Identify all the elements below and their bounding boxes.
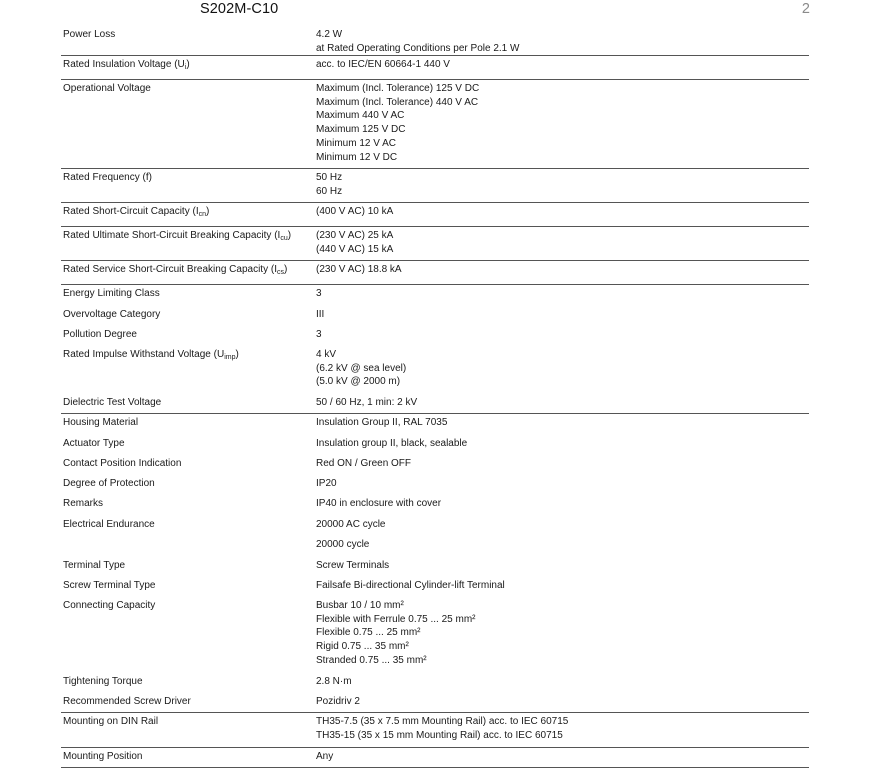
spec-row: [61, 693, 809, 713]
spec-label: Contact Position Indication: [63, 458, 182, 469]
spec-row: [61, 577, 809, 597]
spec-label: [61, 261, 316, 284]
spec-row: [61, 455, 809, 475]
spec-value-line: Maximum (Incl. Tolerance) 440 V AC: [316, 96, 479, 108]
spec-value-line: Rigid 0.75 ... 35 mm²: [316, 641, 409, 653]
spec-value: [316, 414, 809, 434]
spec-value: [316, 261, 809, 284]
spec-value: [316, 394, 809, 413]
spec-row: [61, 713, 809, 748]
spec-value-line: acc. to IEC/EN 60664-1 440 V: [316, 59, 450, 70]
spec-label: Operational Voltage: [63, 83, 151, 94]
spec-row: [61, 557, 809, 577]
spec-value-line: Failsafe Bi-directional Cylinder-lift Terminal: [316, 580, 505, 591]
spec-value: [316, 516, 809, 535]
spec-value: [316, 203, 809, 226]
spec-label: [61, 227, 316, 260]
spec-value: [316, 557, 809, 576]
spec-value: [316, 693, 809, 712]
spec-label-text: ): [186, 59, 190, 70]
spec-label: Tightening Torque: [63, 676, 143, 687]
spec-label: Recommended Screw Driver: [63, 696, 191, 707]
spec-row: [61, 56, 809, 80]
spec-row: [61, 285, 809, 306]
spec-row: [61, 203, 809, 227]
spec-value: [316, 326, 809, 345]
spec-value-line: at Rated Operating Conditions per Pole 2.1 W: [316, 42, 520, 54]
spec-value: [316, 455, 809, 474]
spec-value-line: (5.0 kV @ 2000 m): [316, 376, 401, 388]
spec-value-line: Any: [316, 751, 334, 762]
spec-row: [61, 261, 809, 285]
spec-value-line: Minimum 12 V DC: [316, 151, 398, 163]
spec-value: [316, 597, 809, 672]
spec-label-text: Rated Short-Circuit Capacity (I: [63, 206, 199, 217]
spec-row: [61, 394, 809, 414]
spec-value: [316, 577, 809, 596]
spec-row: [61, 169, 809, 203]
spec-value-line: 20000 cycle: [316, 539, 370, 550]
spec-label-subscript: cn: [198, 211, 207, 218]
spec-label: [61, 536, 316, 556]
spec-row: [61, 80, 809, 169]
spec-value-line: Minimum 12 V AC: [316, 137, 397, 149]
spec-label-text: Rated Impulse Withstand Voltage (U: [63, 349, 225, 360]
spec-value-line: Maximum (Incl. Tolerance) 125 V DC: [316, 83, 480, 94]
spec-value: [316, 227, 809, 260]
spec-label: Housing Material: [63, 417, 139, 428]
product-title: S202M-C10: [200, 1, 279, 17]
spec-label-text: Rated Service Short-Circuit Breaking Capacity (I: [63, 264, 277, 275]
spec-value: [316, 80, 809, 168]
spec-row: [61, 516, 809, 536]
spec-value-line: IP20: [316, 478, 337, 489]
spec-label-text: ): [283, 264, 288, 275]
spec-row: [61, 227, 809, 261]
spec-value: [316, 495, 809, 515]
spec-label: Dielectric Test Voltage: [63, 397, 162, 408]
spec-label-subscript: imp: [224, 354, 236, 361]
spec-value-line: (230 V AC) 18.8 kA: [316, 264, 402, 275]
spec-row: [61, 536, 809, 557]
spec-label: Mounting Position: [63, 751, 143, 762]
spec-row: [61, 495, 809, 516]
spec-value-line: Flexible with Ferrule 0.75 ... 25 mm²: [316, 613, 476, 625]
spec-value-line: Maximum 125 V DC: [316, 124, 406, 136]
spec-value-line: Maximum 440 V AC: [316, 110, 405, 122]
spec-value: [316, 169, 809, 202]
spec-value: [316, 673, 809, 692]
spec-row: [61, 748, 809, 768]
spec-value: [316, 26, 809, 55]
spec-value: [316, 435, 809, 454]
spec-label: Degree of Protection: [63, 478, 155, 489]
spec-value-line: 20000 AC cycle: [316, 519, 386, 530]
spec-label: Rated Frequency (f): [63, 172, 152, 183]
spec-value-line: Screw Terminals: [316, 560, 390, 571]
spec-label: Pollution Degree: [63, 329, 137, 340]
spec-value-line: (6.2 kV @ sea level): [316, 362, 407, 374]
spec-label: Screw Terminal Type: [63, 580, 156, 591]
spec-row: [61, 346, 809, 394]
spec-label-subscript: cu: [280, 235, 288, 242]
spec-value-line: Pozidriv 2: [316, 696, 360, 707]
spec-row: [61, 26, 809, 56]
spec-value: [316, 285, 809, 305]
spec-label: [61, 56, 316, 79]
spec-value: [316, 56, 809, 79]
spec-value: [316, 306, 809, 325]
spec-value-line: (400 V AC) 10 kA: [316, 206, 394, 217]
spec-row: [61, 326, 809, 346]
spec-label: [61, 346, 316, 393]
spec-label: Mounting on DIN Rail: [63, 716, 159, 727]
spec-label: Electrical Endurance: [63, 519, 155, 530]
spec-value-line: Flexible 0.75 ... 25 mm²: [316, 627, 421, 639]
spec-label-text: ): [287, 230, 292, 241]
page-number: 2: [801, 1, 810, 17]
spec-value: [316, 748, 809, 767]
spec-value: [316, 475, 809, 494]
spec-value-line: (230 V AC) 25 kA: [316, 230, 394, 241]
spec-value: [316, 713, 809, 747]
spec-value-line: III: [316, 309, 325, 320]
spec-label: Remarks: [63, 498, 104, 509]
spec-value-line: Red ON / Green OFF: [316, 458, 412, 469]
spec-label: [61, 203, 316, 226]
spec-value-line: 60 Hz: [316, 185, 343, 197]
spec-value-line: IP40 in enclosure with cover: [316, 498, 442, 509]
spec-value-line: Busbar 10 / 10 mm²: [316, 600, 404, 611]
spec-row: [61, 435, 809, 455]
spec-row: [61, 306, 809, 326]
spec-label: Power Loss: [63, 29, 116, 40]
spec-table: [61, 26, 809, 768]
spec-row: [61, 597, 809, 673]
spec-label-text: Rated Ultimate Short-Circuit Breaking Capacity (I: [63, 230, 281, 241]
spec-label: Actuator Type: [63, 438, 125, 449]
spec-value-line: TH35-7.5 (35 x 7.5 mm Mounting Rail) acc. to IEC 60715: [316, 716, 569, 727]
spec-value-line: 2.8 N·m: [316, 676, 352, 687]
spec-value-line: 4.2 W: [316, 29, 343, 40]
spec-value-line: Stranded 0.75 ... 35 mm²: [316, 654, 427, 666]
spec-value-line: (440 V AC) 15 kA: [316, 243, 394, 255]
spec-label-text: ): [235, 349, 239, 360]
spec-row: [61, 475, 809, 495]
spec-value: [316, 536, 809, 556]
spec-value-line: 50 / 60 Hz, 1 min: 2 kV: [316, 397, 418, 408]
spec-value-line: Insulation group II, black, sealable: [316, 438, 468, 449]
spec-label-subscript: i: [184, 64, 187, 71]
spec-label: Overvoltage Category: [63, 309, 161, 320]
spec-row: [61, 414, 809, 435]
spec-value-line: 50 Hz: [316, 172, 343, 183]
spec-value-line: 4 kV: [316, 349, 337, 360]
spec-label: Terminal Type: [63, 560, 126, 571]
spec-value-line: 3: [316, 288, 322, 299]
spec-label: Energy Limiting Class: [63, 288, 160, 299]
spec-value-line: 3: [316, 329, 322, 340]
spec-label-text: Rated Insulation Voltage (U: [63, 59, 185, 70]
page-header: [0, 0, 882, 24]
spec-label: Connecting Capacity: [63, 600, 156, 611]
spec-label-text: ): [206, 206, 210, 217]
spec-value-line: TH35-15 (35 x 15 mm Mounting Rail) acc. to IEC 60715: [316, 729, 563, 741]
spec-value: [316, 346, 809, 393]
spec-value-line: Insulation Group II, RAL 7035: [316, 417, 448, 428]
spec-label-subscript: cs: [276, 269, 284, 276]
spec-row: [61, 673, 809, 693]
